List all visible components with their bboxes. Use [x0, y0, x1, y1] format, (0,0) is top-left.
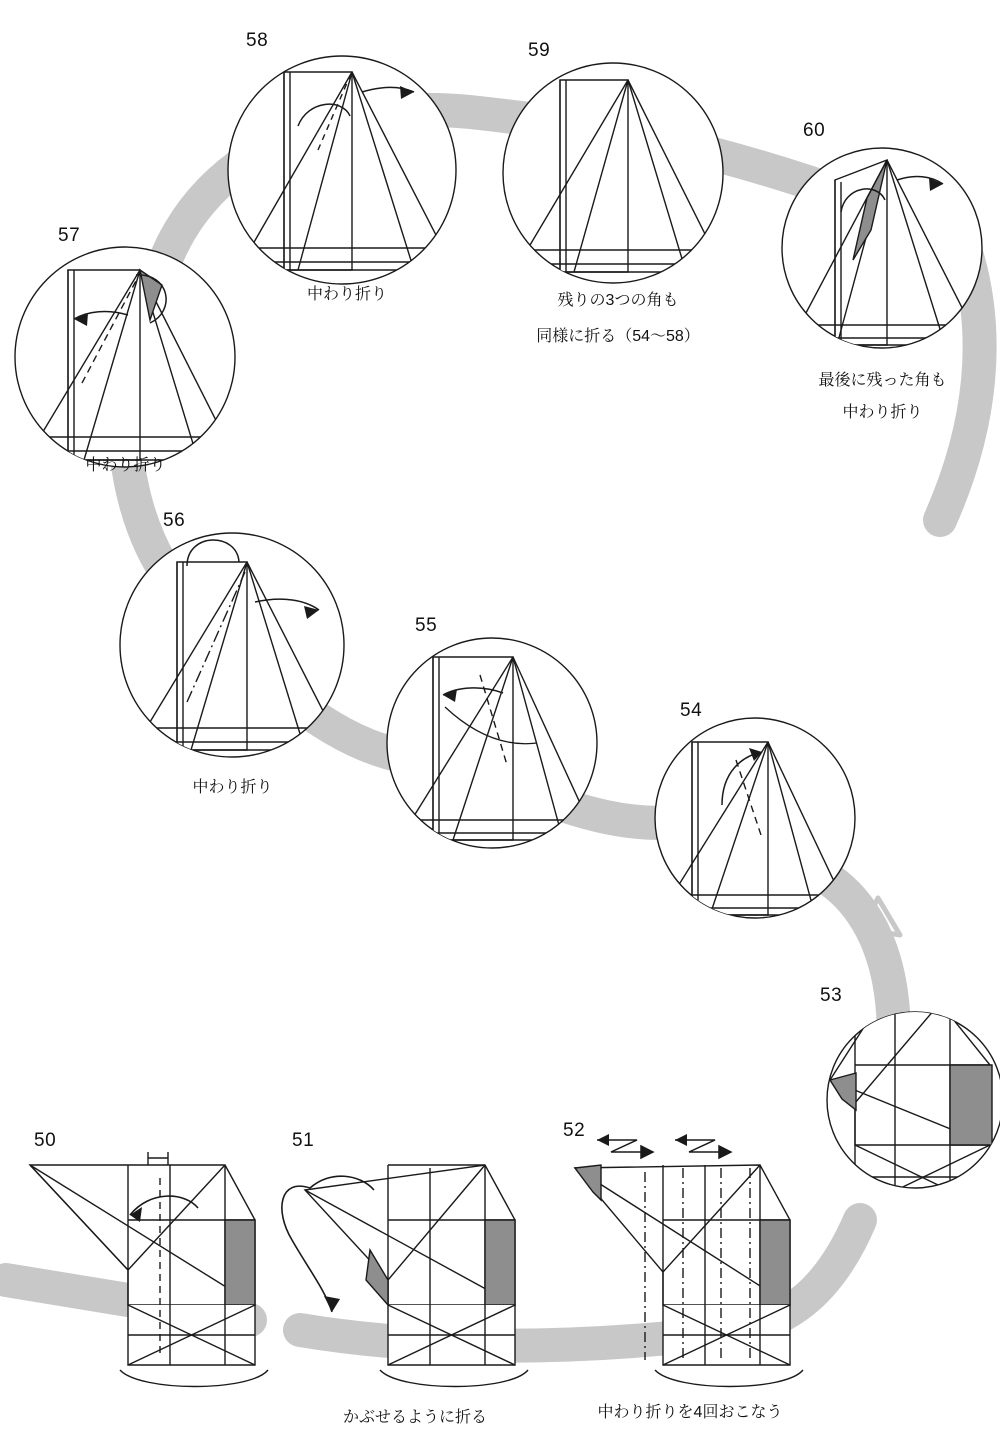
step-52-caption: 中わり折りを4回おこなう — [597, 1404, 783, 1421]
step-59 — [498, 40, 738, 350]
step-55 — [385, 615, 600, 865]
step-59-caption-line2: 同様に折る（54〜58） — [536, 328, 700, 345]
step-57-number: 57 — [58, 225, 81, 246]
step-51-caption: かぶせるように折る — [342, 1409, 487, 1426]
step-54-number: 54 — [680, 700, 703, 721]
step-59-caption-line1: 残りの3つの角も — [557, 292, 679, 309]
step-54 — [650, 700, 860, 930]
step-55-number: 55 — [415, 615, 438, 636]
step-51-number: 51 — [292, 1130, 315, 1151]
step-58-caption: 中わり折り — [306, 286, 387, 303]
step-58 — [222, 30, 472, 330]
step-60 — [775, 120, 990, 420]
step-50-number: 50 — [34, 1130, 57, 1151]
step-52 — [545, 1110, 835, 1420]
step-56-number: 56 — [163, 510, 186, 531]
step-57 — [10, 225, 240, 515]
step-56-caption: 中わり折り — [192, 779, 273, 796]
step-51 — [270, 1130, 560, 1430]
step-53 — [820, 985, 1000, 1235]
step-59-number: 59 — [528, 40, 551, 61]
step-50 — [10, 1130, 290, 1400]
step-58-number: 58 — [246, 30, 269, 51]
step-60-caption-line1: 最後に残った角も — [818, 372, 947, 389]
step-52-number: 52 — [563, 1120, 586, 1141]
step-60-caption-line2: 中わり折り — [842, 404, 923, 421]
step-57-caption: 中わり折り — [85, 457, 166, 474]
step-60-number: 60 — [803, 120, 826, 141]
step-56 — [115, 510, 350, 810]
step-53-number: 53 — [820, 985, 843, 1006]
